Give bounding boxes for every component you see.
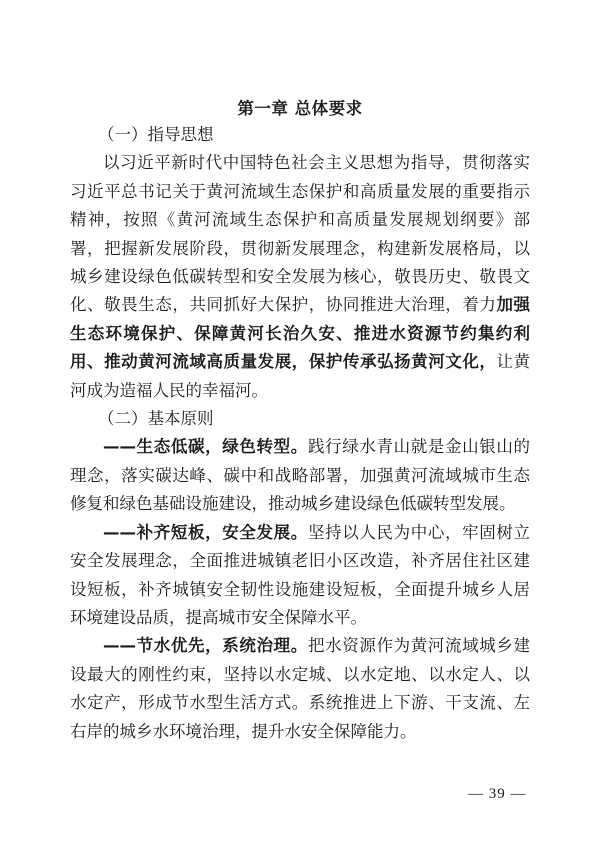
principle-title: ——补齐短板，安全发展。 (103, 522, 308, 542)
section-heading-guiding-ideology: （一）指导思想 (98, 125, 214, 144)
principle-text: 把水资源作为黄河流域城乡建设最大的刚性约束，坚持以水定城、以水定地、以水定人、以水定产，形成节水型生活方式。系统推进上下游、干支流、左右岸的城乡水环境治理，提升水安全保障能力。 (70, 636, 531, 741)
principle-title: ——节水优先，系统治理。 (103, 636, 308, 656)
body-text (70, 121, 530, 746)
principle-text: 坚持以人民为中心，牢固树立安全发展理念，全面推进城镇老旧小区改造，补齐居住社区建设短板，补齐城镇安全韧性设施建设短板，全面提升城乡人居环境建设品质，提高城市安全保障水平。 (70, 522, 531, 627)
paragraph-text: 以习近平新时代中国特色社会主义思想为指导，贯彻落实习近平总书记关于黄河流域生态保护和高质量发展的重要指示精神，按照《黄河流域生态保护和高质量发展规划纲要》部署，把握新发展阶段，贯彻新发展理念，构建新发展格局，以城乡建设绿色低碳转型和安全发展为核心，敬畏历史、敬畏文化、敬畏生态，共同抓好大保护，协同推进大治理，着力 (70, 153, 530, 315)
principle-paragraph (70, 519, 530, 633)
chapter-title: 第一章 总体要求 (237, 99, 363, 118)
guiding-ideology-paragraph (70, 149, 530, 405)
principle-paragraph (70, 433, 530, 518)
principle-paragraph (70, 632, 530, 746)
paragraph-emphasis: 加强生态环境保护、保障黄河长治久安、推进水资源节约集约利用、推动黄河流域高质量发展，保护传承弘扬黄河文化， (70, 295, 531, 372)
principle-text: 践行绿水青山就是金山银山的理念，落实碳达峰、碳中和战略部署，加强黄河流域城市生态修复和绿色基础设施建设，推动城乡建设绿色低碳转型发展。 (70, 437, 531, 514)
principle-title: ——生态低碳，绿色转型。 (103, 437, 308, 457)
page-number: — 39 — (468, 786, 527, 802)
paragraph-text-end: 让黄河成为造福人民的幸福河。 (70, 352, 531, 400)
section-heading-basic-principles: （二）基本原则 (98, 409, 214, 429)
